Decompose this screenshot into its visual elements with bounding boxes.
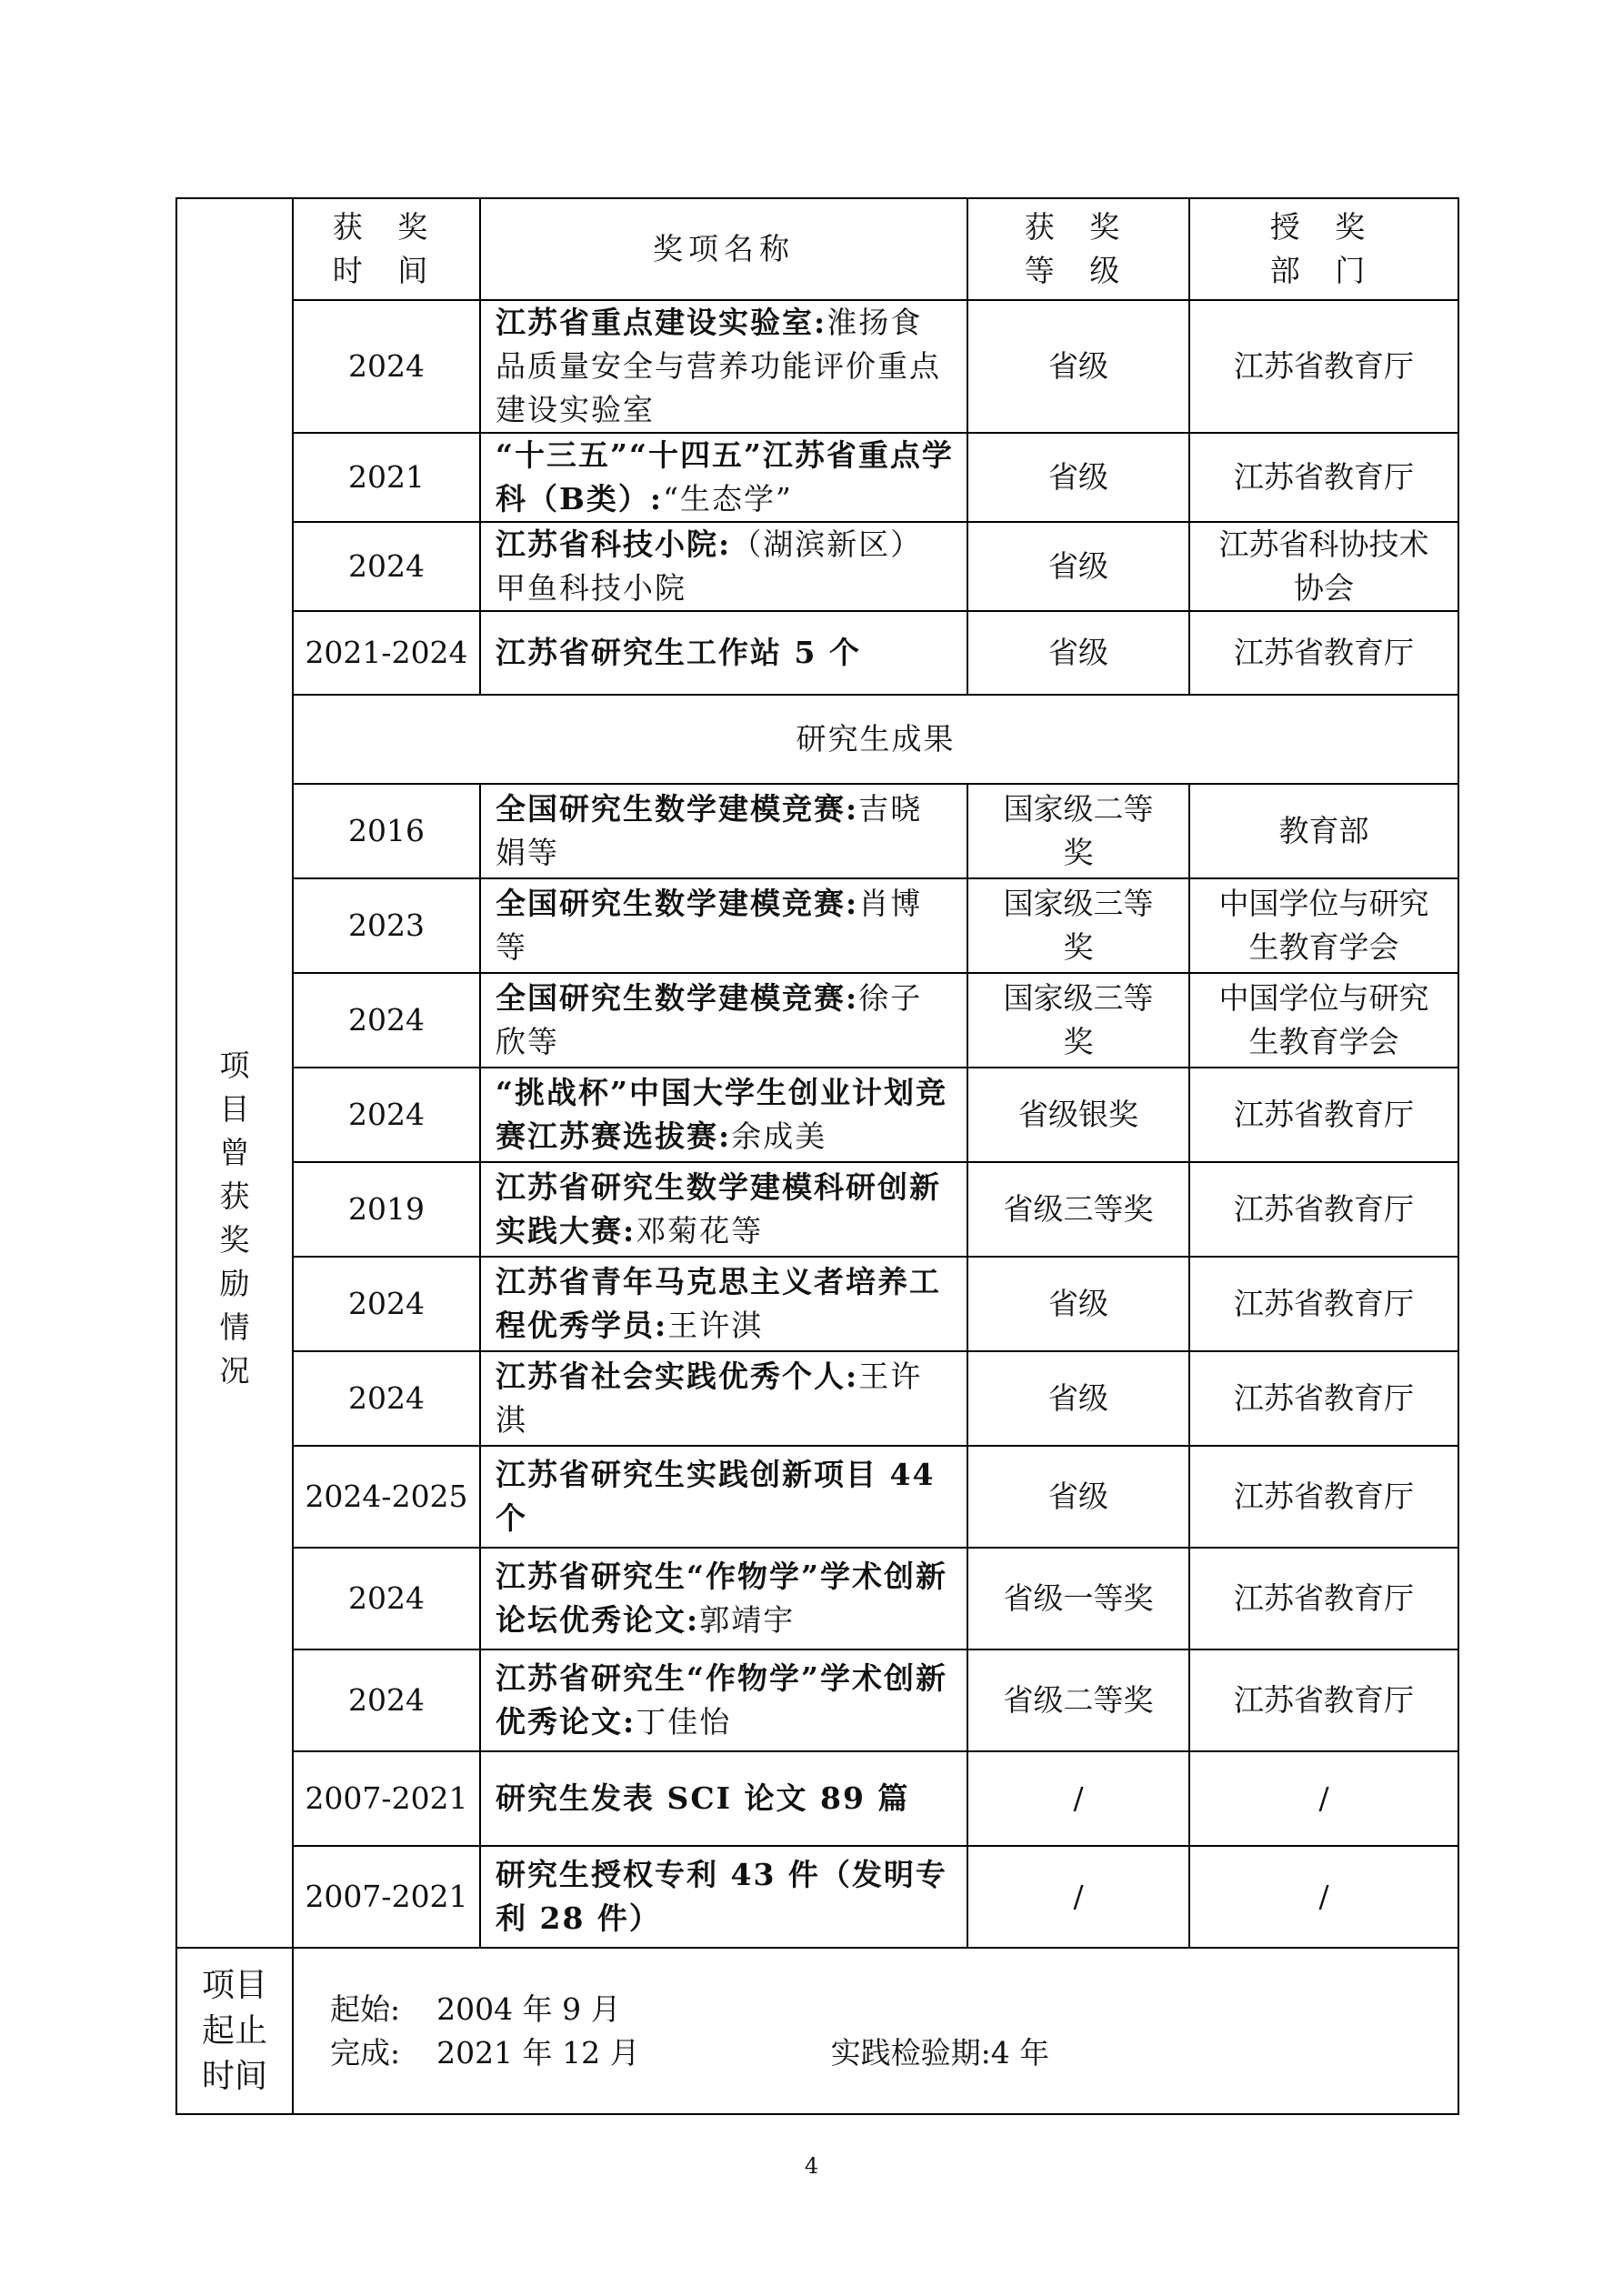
award-department: 江苏省教育厅	[1189, 611, 1458, 695]
award-name-plain: 丁佳怡	[636, 1704, 732, 1740]
award-name-plain: 郭靖宇	[699, 1602, 796, 1638]
award-department: 江苏省教育厅	[1189, 1351, 1458, 1446]
award-department: 江苏省教育厅	[1189, 1068, 1458, 1162]
award-name-bold: 江苏省科技小院:	[496, 526, 732, 562]
award-level: 省级银奖	[967, 1068, 1189, 1162]
award-department: 江苏省教育厅	[1189, 300, 1458, 433]
period-end-label: 完成:	[330, 2034, 401, 2070]
table-row	[176, 522, 1458, 611]
award-level: 省级	[967, 522, 1189, 611]
award-level: 省级	[967, 1446, 1189, 1548]
header-department: 授 奖 部 门	[1189, 198, 1458, 300]
award-name	[480, 1751, 967, 1846]
award-name-bold: 江苏省研究生实践创新项目 44 个	[496, 1457, 936, 1536]
award-name	[480, 973, 967, 1068]
award-level: 国家级三等奖	[967, 878, 1189, 973]
side-label-char: 励	[219, 1266, 250, 1301]
period-check: 实践检验期:4 年	[830, 2034, 1050, 2070]
table-row	[176, 1068, 1458, 1162]
award-name-bold: “挑战杯”中国大学生创业计划竞赛江苏赛选拔赛:	[496, 1075, 947, 1154]
award-year: 2024	[293, 973, 480, 1068]
award-department: 江苏省教育厅	[1189, 1649, 1458, 1751]
award-department: 江苏省教育厅	[1189, 1162, 1458, 1257]
section-title: 研究生成果	[293, 695, 1458, 784]
table-row	[176, 1548, 1458, 1649]
table-row	[176, 1846, 1458, 1948]
award-name-plain: 邓菊花等	[636, 1213, 764, 1248]
award-level: 省级	[967, 300, 1189, 433]
award-name	[480, 1351, 967, 1446]
award-year: 2024-2025	[293, 1446, 480, 1548]
award-name-plain: 王许淇	[496, 1359, 923, 1438]
award-department: /	[1189, 1751, 1458, 1846]
award-level: 省级	[967, 433, 1189, 522]
award-department: 教育部	[1189, 784, 1458, 878]
award-year: 2024	[293, 1548, 480, 1649]
award-name-plain: 吉晓娟等	[496, 791, 923, 870]
award-level: 省级	[967, 611, 1189, 695]
table-row	[176, 1351, 1458, 1446]
award-level: 省级	[967, 1351, 1189, 1446]
award-year: 2007-2021	[293, 1751, 480, 1846]
award-level: /	[967, 1846, 1189, 1948]
award-name	[480, 300, 967, 433]
period-end-value: 2021 年 12 月	[436, 2034, 640, 2070]
award-department: 江苏省教育厅	[1189, 1548, 1458, 1649]
award-name-bold: 江苏省社会实践优秀个人:	[496, 1359, 859, 1394]
award-level: 省级三等奖	[967, 1162, 1189, 1257]
award-level: 国家级二等奖	[967, 784, 1189, 878]
side-label-char: 况	[219, 1353, 250, 1389]
period-start	[330, 1988, 1458, 2031]
award-name	[480, 1649, 967, 1751]
award-department: 江苏省教育厅	[1189, 1257, 1458, 1351]
award-name	[480, 522, 967, 611]
side-label-char: 奖	[219, 1222, 250, 1258]
award-name	[480, 611, 967, 695]
table-row	[176, 1257, 1458, 1351]
award-year: 2024	[293, 1257, 480, 1351]
award-name-bold: 研究生发表 SCI 论文 89 篇	[496, 1780, 910, 1816]
project-period	[293, 1948, 1458, 2114]
award-name	[480, 1846, 967, 1948]
award-name-plain: 肖博等	[496, 886, 923, 965]
award-level: 省级	[967, 1257, 1189, 1351]
page-number: 4	[804, 2153, 819, 2179]
award-name	[480, 1446, 967, 1548]
award-name-bold: 全国研究生数学建模竞赛:	[496, 791, 859, 827]
table-row	[176, 878, 1458, 973]
award-year: 2023	[293, 878, 480, 973]
table-row	[176, 611, 1458, 695]
award-name-bold: 全国研究生数学建模竞赛:	[496, 980, 859, 1016]
award-name	[480, 878, 967, 973]
header-award-name: 奖项名称	[480, 198, 967, 300]
section-row	[176, 695, 1458, 784]
header-row	[176, 198, 1458, 300]
side-label-char: 目	[219, 1091, 250, 1127]
award-year: 2024	[293, 1649, 480, 1751]
award-department: 江苏省教育厅	[1189, 1446, 1458, 1548]
award-name	[480, 1257, 967, 1351]
award-name-bold: 江苏省研究生“作物学”学术创新优秀论文:	[496, 1660, 947, 1740]
award-year: 2024	[293, 300, 480, 433]
period-end	[330, 2031, 1458, 2075]
award-name-plain: 徐子欣等	[496, 980, 923, 1059]
award-name-plain: 王许淇	[667, 1308, 764, 1343]
project-period-label	[176, 1948, 293, 2114]
award-year: 2007-2021	[293, 1846, 480, 1948]
table-row	[176, 1649, 1458, 1751]
side-label-char: 情	[219, 1309, 250, 1345]
award-department: /	[1189, 1846, 1458, 1948]
award-department: 中国学位与研究生教育学会	[1189, 878, 1458, 973]
period-label-line: 项目	[201, 1966, 267, 2004]
header-time: 获 奖 时 间	[293, 198, 480, 300]
award-name	[480, 1548, 967, 1649]
side-label-char: 项	[219, 1048, 250, 1083]
award-name	[480, 433, 967, 522]
award-level: 国家级三等奖	[967, 973, 1189, 1068]
project-period-row	[176, 1948, 1458, 2114]
award-name-bold: 江苏省研究生“作物学”学术创新论坛优秀论文:	[496, 1559, 947, 1638]
table-row	[176, 300, 1458, 433]
award-name-bold: 研究生授权专利 43 件（发明专利 28 件）	[496, 1857, 947, 1936]
award-name-bold: “十三五”“十四五”江苏省重点学科（B类）:	[496, 437, 954, 516]
award-year: 2019	[293, 1162, 480, 1257]
award-name-plain: “生态学”	[663, 481, 793, 516]
table-row	[176, 1162, 1458, 1257]
period-label-line: 时间	[201, 2057, 267, 2095]
side-label-char: 获	[219, 1178, 250, 1214]
award-name-bold: 江苏省研究生工作站 5 个	[496, 635, 861, 670]
table-row	[176, 973, 1458, 1068]
award-name-bold: 全国研究生数学建模竞赛:	[496, 886, 859, 921]
award-name	[480, 784, 967, 878]
award-level: 省级一等奖	[967, 1548, 1189, 1649]
award-year: 2024	[293, 522, 480, 611]
award-year: 2021	[293, 433, 480, 522]
table-row	[176, 433, 1458, 522]
side-label	[176, 198, 293, 1948]
award-level: 省级二等奖	[967, 1649, 1189, 1751]
award-name-bold: 江苏省研究生数学建模科研创新实践大赛:	[496, 1169, 941, 1248]
award-name-bold: 江苏省重点建设实验室:	[496, 305, 827, 340]
award-name-plain: 余成美	[731, 1118, 827, 1154]
table-row	[176, 784, 1458, 878]
award-name-bold: 江苏省青年马克思主义者培养工程优秀学员:	[496, 1264, 941, 1343]
period-start-value: 2004 年 9 月	[436, 1990, 621, 2027]
award-department: 江苏省教育厅	[1189, 433, 1458, 522]
award-name-plain: （湖滨新区）甲鱼科技小院	[496, 526, 923, 606]
award-table	[175, 197, 1459, 2115]
side-label-char: 曾	[219, 1135, 250, 1170]
period-start-label: 起始:	[330, 1990, 401, 2027]
award-year: 2021-2024	[293, 611, 480, 695]
award-year: 2024	[293, 1351, 480, 1446]
award-name-plain: 淮扬食品质量安全与营养功能评价重点建设实验室	[496, 305, 941, 427]
award-name	[480, 1162, 967, 1257]
award-department: 中国学位与研究生教育学会	[1189, 973, 1458, 1068]
award-year: 2016	[293, 784, 480, 878]
header-level: 获 奖 等 级	[967, 198, 1189, 300]
period-label-line: 起止	[201, 2011, 267, 2050]
award-department: 江苏省科协技术协会	[1189, 522, 1458, 611]
table-row	[176, 1446, 1458, 1548]
award-year: 2024	[293, 1068, 480, 1162]
award-level: /	[967, 1751, 1189, 1846]
award-name	[480, 1068, 967, 1162]
table-row	[176, 1751, 1458, 1846]
